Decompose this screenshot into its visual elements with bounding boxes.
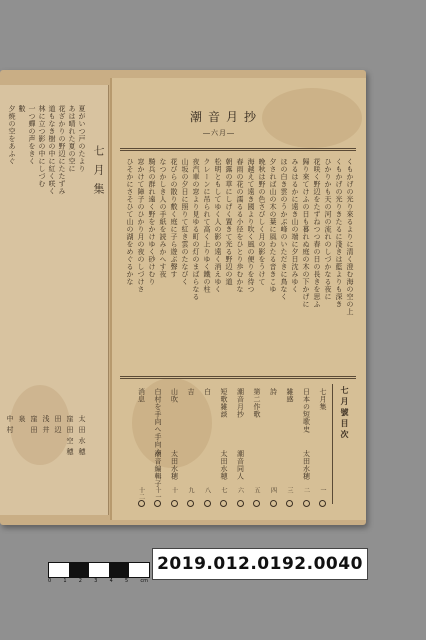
toc-page-marker-icon (253, 500, 260, 507)
toc-entry-page: 六 (236, 487, 244, 494)
left-page-line: 夕焼の空をあふぐ (8, 105, 16, 165)
left-page-line: 一つ蟬の声をきく (28, 105, 36, 165)
poem-line: 夜汽車の窓より見ゆる町の灯のまばらなる (192, 158, 200, 301)
poem-line: 晩秋は野の色さびしく月の影をうけて (258, 158, 266, 286)
poem-line: ひかりかも天の河の流れのしづかなる夜に (324, 158, 332, 301)
toc-entry-author: 太田水穂 (170, 450, 179, 480)
scale-bar-labels (48, 578, 148, 584)
toc-entry-author: 太田水穂 (220, 450, 228, 480)
toc-entry-page: 一 (319, 487, 326, 494)
toc-entry-title: 日本の短歌史 (302, 388, 311, 433)
toc-page-marker-icon (286, 500, 293, 507)
toc-entry-title: 白 (203, 388, 212, 396)
toc-page-marker-icon (138, 500, 145, 507)
poem-line: 海越えて遠き國より吹く風の便りを待つ (247, 158, 255, 293)
left-page-name: 太田水穂 (78, 415, 86, 459)
scale-unit-label: cm (140, 578, 148, 584)
toc-page-marker-icon (303, 500, 310, 507)
left-page-line: あは晴れた夏の空に (68, 105, 76, 173)
toc-entry-title: 詩 (269, 388, 278, 396)
scale-tick-label: 3 (94, 578, 98, 584)
poem-line: くもかげの光りきたるに淺きは藍よりも深き (335, 158, 343, 308)
poem-line: 花びらの散り敷く庭に子ら遊ぶ聲す (170, 158, 178, 278)
toc-entry-title: 吉 (187, 388, 195, 396)
poem-line: なつかしき人の手紙を読みかへす夜 (159, 158, 167, 278)
toc-entry-title: 山吹 (170, 388, 179, 403)
toc-entry-page: 三 (286, 487, 293, 494)
upper-rule (120, 148, 356, 149)
toc-page-marker-icon (270, 500, 277, 507)
toc-entry-title: 雑感 (286, 388, 294, 403)
left-page-line: 花ざかりの野辺にたたずみ (58, 105, 66, 195)
catalog-number-label: 2019.012.0192.0040 (152, 548, 368, 580)
poem-line: 窓かけて障子のひかり月の夜のしづけさ (137, 158, 145, 293)
toc-entry-title: 短歌雑談 (220, 388, 228, 418)
toc-entry-title: 消息 (137, 388, 146, 403)
toc-entry-page: 七 (220, 487, 227, 494)
poem-line: ほの白き雲のうかぶ峰のいただきに鳥なく (280, 158, 288, 301)
left-page-line: 林に立つ影の中にしづむ (38, 105, 46, 188)
poem-line: 歸り來てけふの日も暮れぬ庭の木の下かげに (302, 158, 310, 308)
toc-entry-page: 九 (187, 487, 194, 494)
lower-rule-double (120, 378, 356, 379)
toc-entry-title: 白村を手向へ手向ふ (154, 388, 162, 456)
left-page-name: 窪田 (30, 415, 38, 437)
left-page-name: 浅井 (42, 415, 50, 437)
toc-page-marker-icon (204, 500, 211, 507)
toc-page-marker-icon (187, 500, 194, 507)
scale-bar (48, 562, 150, 578)
poem-line: 松明ともしてゆく人の影の遠く消えゆく (214, 158, 222, 293)
poem-line: 朝露の草にしげく置きて光る野辺の道 (225, 158, 233, 286)
left-page-name: 窪田空穂 (66, 415, 74, 459)
left-page-name: 中村 (6, 415, 14, 437)
left-page-name: 泉 (18, 415, 26, 426)
poem-line: くもかげの光り來るよりに清く澄む海の空の上 (346, 158, 354, 316)
toc-divider (332, 384, 333, 504)
toc-entry-page: 五 (253, 487, 260, 494)
left-heading: 七月集 (92, 145, 105, 202)
poem-line: 夕されば山の木の葉に風わたる音きこゆ (269, 158, 277, 293)
toc-entry-page: 十一 (154, 487, 161, 500)
toc-entry-page: 十 (170, 487, 178, 494)
toc-entry-title: 七月集 (319, 388, 327, 411)
scale-tick-label: 5 (124, 578, 129, 584)
page-subtitle: ―六月― (203, 129, 235, 137)
scale-tick-label: 0 (48, 578, 52, 584)
poem-line: みるはるかに遠き山の端に夕日沈みゆく (291, 158, 299, 293)
left-page (0, 85, 109, 515)
toc-entry-page: 四 (269, 487, 277, 494)
toc-entry-author: 太田水穂 (302, 450, 311, 480)
poem-line: 山坂の夕日に照りて紅き雲のたなびく (181, 158, 189, 286)
scale-tick-label: 4 (109, 578, 113, 584)
poem-line: ひそかにさそひて山の湖をめぐるかな (126, 158, 134, 286)
toc-header: 七月號目次 (340, 386, 350, 441)
poem-line: 騎兵の群れ遠く野をかけゆく砂けむり (148, 158, 156, 286)
toc-page-marker-icon (237, 500, 244, 507)
upper-rule-double (120, 150, 356, 151)
left-page-line: 道もなき樹の中に紅く咲く (48, 105, 56, 195)
toc-page-marker-icon (154, 500, 161, 507)
toc-entry-author: 潮音編輯子 (154, 450, 162, 488)
toc-entry-title: 潮音月抄 (236, 388, 245, 418)
left-page-line: 夏がいつ戸のたより (78, 105, 86, 173)
scale-tick-label: 1 (63, 578, 67, 584)
scale-tick-label: 2 (78, 578, 82, 584)
left-page-name: 田辺 (54, 415, 62, 437)
left-page-line: 數 (18, 105, 26, 113)
poem-line: 春雨の花の濡るる小径をひとり歩むかな (236, 158, 244, 293)
toc-entry-author: 潮音同人 (236, 450, 245, 480)
toc-page-marker-icon (220, 500, 227, 507)
toc-entry-page: 八 (203, 487, 211, 494)
toc-entry-title: 第二作歌 (253, 388, 261, 418)
toc-entry-page: 二 (302, 487, 310, 494)
poem-line: 花咲く野辺をたずねつつ春の日の長きを思ふ (313, 158, 321, 308)
toc-entry-page: 十二 (137, 487, 145, 500)
toc-page-marker-icon (319, 500, 326, 507)
toc-page-marker-icon (171, 500, 178, 507)
poem-line: クレーンに吊られて高く上りゆく鐵の柱 (203, 158, 211, 293)
page-title: 潮音月抄 (190, 110, 263, 124)
lower-rule (120, 376, 356, 377)
